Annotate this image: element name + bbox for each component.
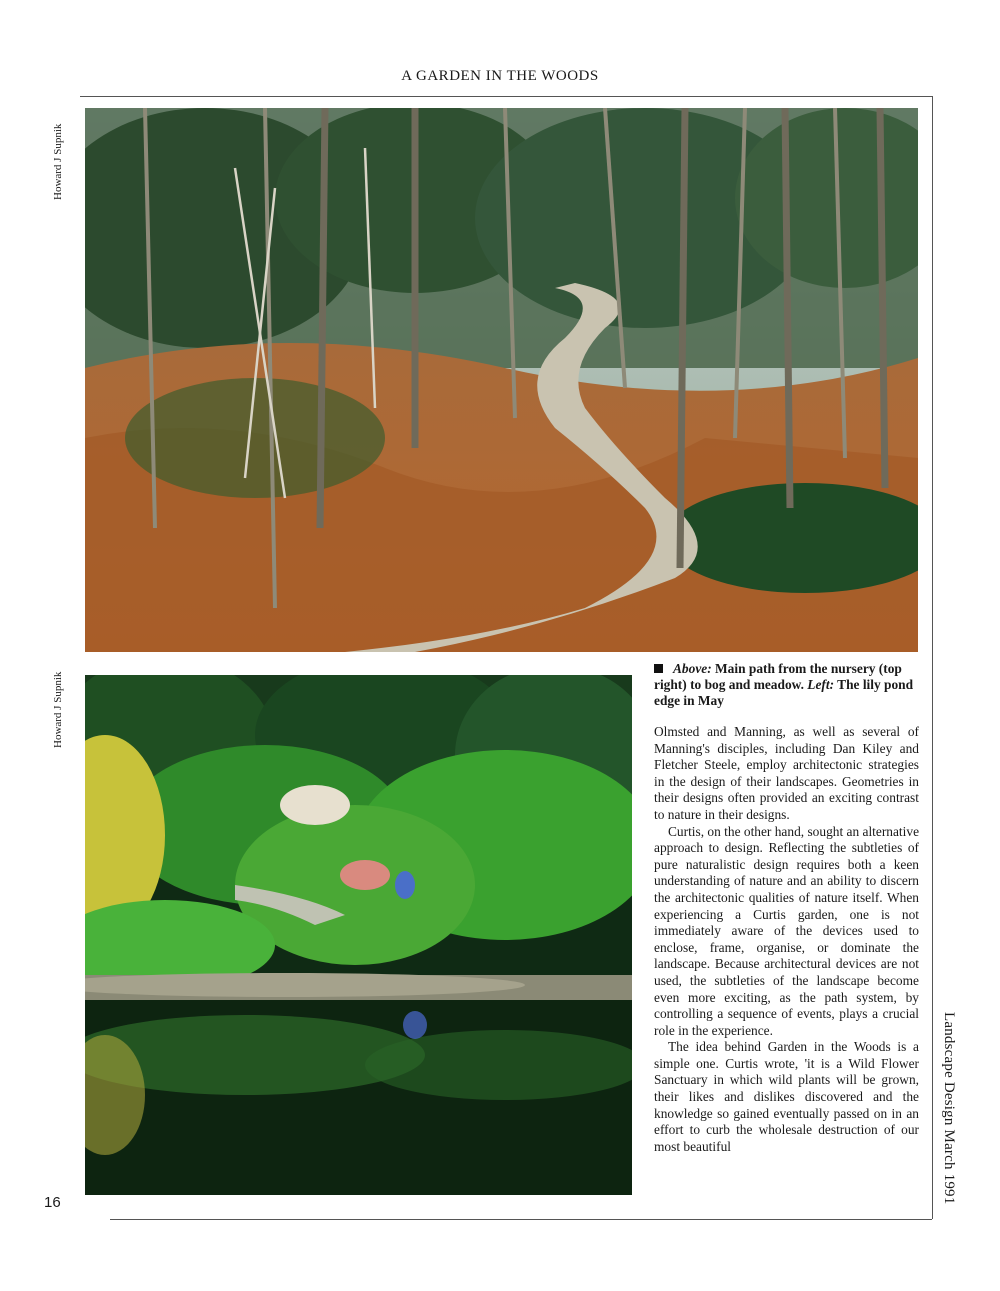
running-head: A GARDEN IN THE WOODS: [401, 68, 599, 84]
photo-caption: [654, 661, 919, 709]
photo-credit-bottom: Howard J Supnik: [52, 671, 64, 748]
body-paragraph-2: Curtis, on the other hand, sought an alternative approach to design. Reflecting the subtleties of pure naturalistic design requires both a keen understanding of nature and an ability to discern the architectonic qualities of nature itself. When experiencing a Curtis garden, one is not immediately aware of the devices used to enclose, frame, organise, or dominate the landscape. Because architectural devices are not used, the subtleties of the landscape become even more exciting, as the path system, by controlling a sequence of events, plays a crucial role in the experience.: [654, 823, 920, 1038]
magazine-issue-line: Landscape Design March 1991: [941, 1012, 957, 1205]
caption-left-text: The lily pond edge in May: [654, 677, 914, 708]
bottom-rule: [110, 1219, 932, 1220]
caption-bullet: [654, 664, 663, 673]
right-rule: [932, 96, 933, 1219]
page-number: 16: [44, 1194, 61, 1211]
article-body: [654, 724, 919, 1155]
photo-credit-top: Howard J Supnik: [52, 123, 64, 200]
body-paragraph-1: Olmsted and Manning, as well as several of Manning's disciples, including Dan Kiley and Fletcher Steele, employ architectonic strategies in the design of their landscapes. Geometries in their designs often provided an exciting contrast to nature in their designs.: [654, 724, 919, 822]
caption-above-text: Main path from the nursery (top right) to bog and meadow.: [654, 661, 902, 692]
body-paragraph-3: The idea behind Garden in the Woods is a simple one. Curtis wrote, 'it is a Wild Flower Sanctuary in which wild plants will be grown, their likes and dislikes discovered and the knowledge so gained eventually passed on in an effort to curb the wholesale destruction of our most beautiful: [654, 1039, 919, 1154]
caption-left-label: Left:: [807, 677, 835, 692]
caption-above-label: Above:: [673, 661, 712, 676]
top-rule: [80, 96, 932, 97]
woodland-path-photo: [85, 108, 918, 652]
lily-pond-photo: [85, 675, 632, 1195]
